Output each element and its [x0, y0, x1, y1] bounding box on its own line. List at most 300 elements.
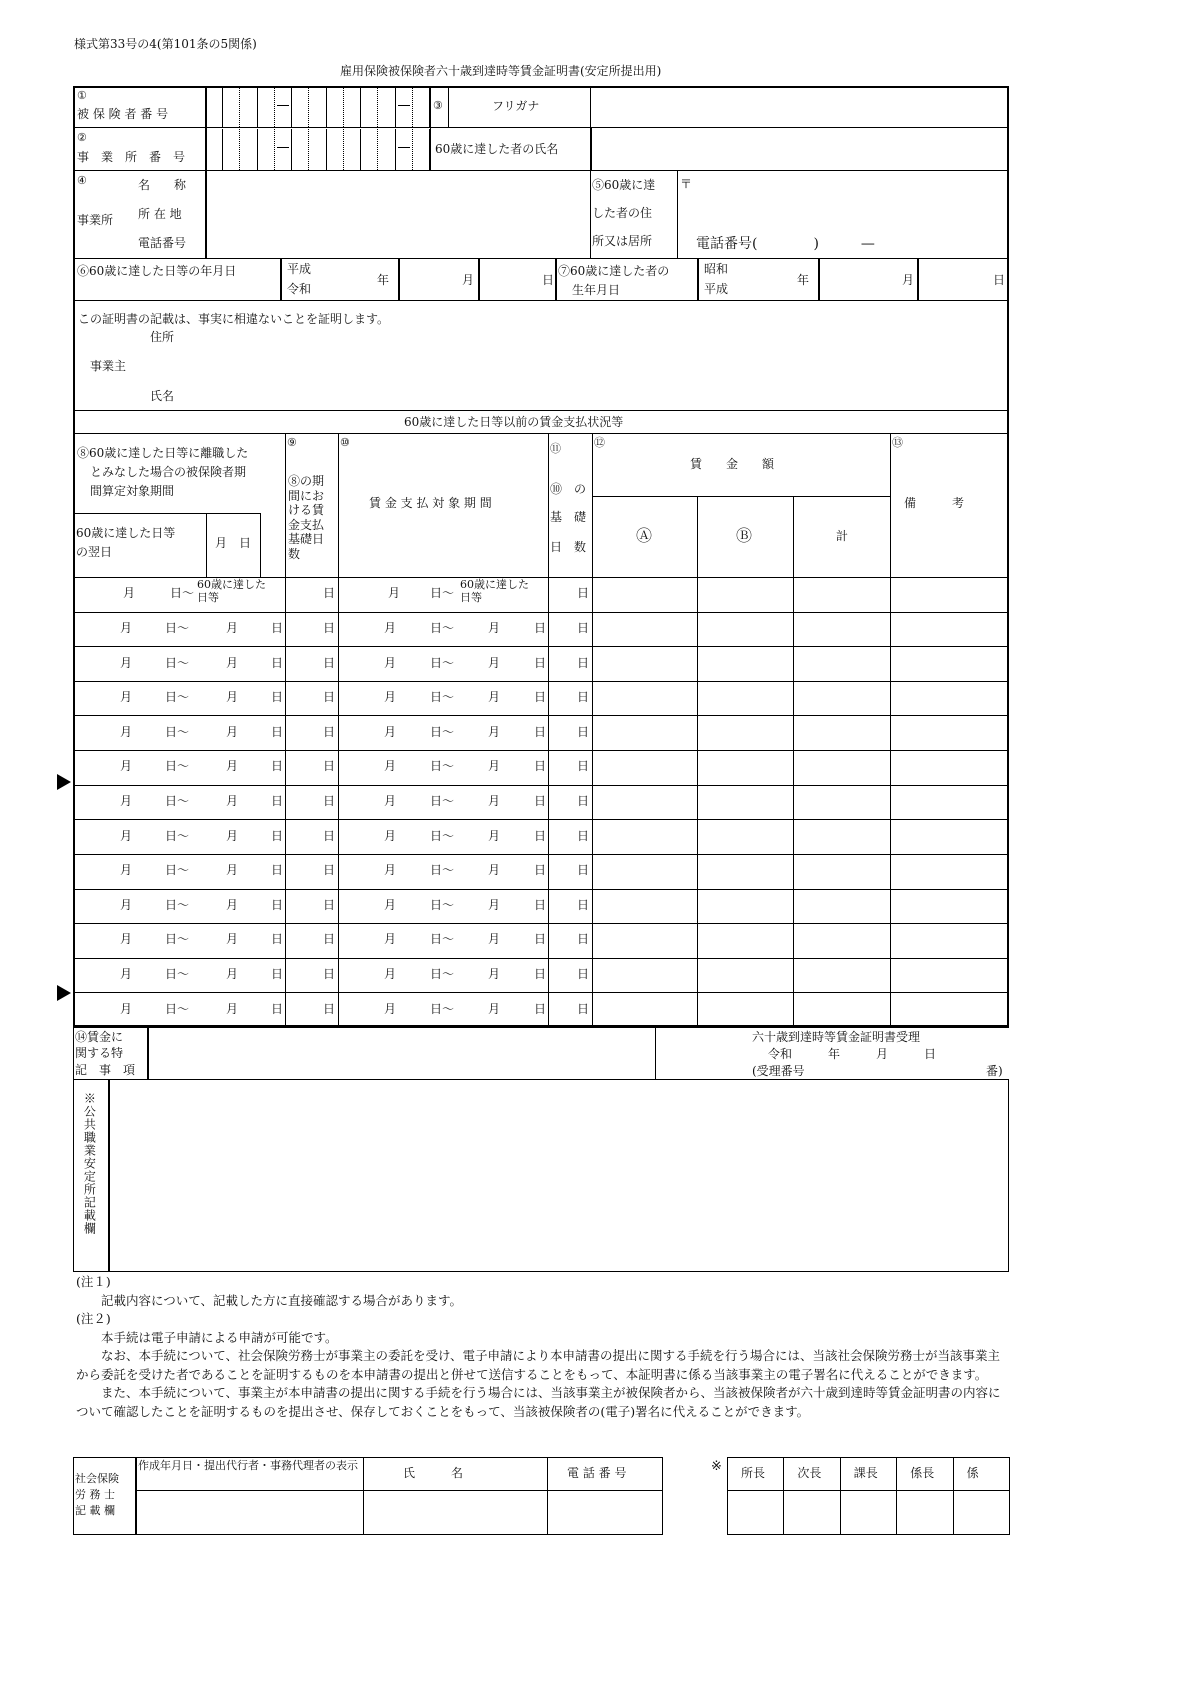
wage-total-cell[interactable]	[793, 785, 891, 821]
wage-b-cell[interactable]	[697, 577, 794, 613]
days-label: 日	[577, 690, 590, 705]
digit-cell[interactable]	[327, 129, 344, 170]
sharoushi-label-3: 記 載 欄	[75, 1504, 115, 1517]
col13-label: 備 考	[904, 496, 965, 510]
office-use-box	[73, 1079, 1009, 1272]
day-tilde-label: 日～	[430, 690, 455, 705]
month-label: 月	[226, 724, 239, 739]
day-label: 日	[534, 863, 547, 878]
approval-col-label: 課長	[853, 1466, 878, 1480]
employer-input[interactable]	[190, 328, 990, 406]
days-label: 日	[323, 690, 336, 705]
day-label: 日	[323, 586, 336, 601]
month-label: 月	[226, 759, 239, 774]
wage-total-cell[interactable]	[793, 958, 891, 994]
days-label: 日	[323, 897, 336, 912]
wage-a-cell[interactable]	[592, 785, 698, 821]
approval-stamp-cell[interactable]	[783, 1490, 840, 1535]
dash-icon	[277, 105, 289, 106]
dash-icon	[277, 147, 289, 148]
table-row	[0, 785, 590, 820]
day-tilde-label: 日～	[165, 967, 190, 982]
reached-label: 60歳に達した	[197, 578, 266, 591]
col-total-label: 計	[836, 529, 849, 543]
table-row	[0, 612, 590, 647]
wage-b-cell[interactable]	[697, 750, 794, 786]
month-label: 月	[388, 586, 401, 601]
wage-a-cell[interactable]	[592, 889, 698, 925]
remarks-cell[interactable]	[890, 646, 1009, 682]
day-tilde-label: 日～	[165, 863, 190, 878]
days-label: 日	[323, 655, 336, 670]
day-tilde-label: 日～	[165, 897, 190, 912]
approval-col-label: 所長	[741, 1466, 766, 1480]
wage-b-cell[interactable]	[697, 992, 794, 1028]
digit-cell[interactable]	[292, 87, 309, 127]
day-label: 日	[534, 620, 547, 635]
days-label: 日	[577, 932, 590, 947]
wage-a-cell[interactable]	[592, 715, 698, 751]
day-label: 日	[534, 897, 547, 912]
wage-section-title: 60歳に達した日等以前の賃金支払状況等	[404, 415, 624, 429]
divider	[697, 258, 699, 301]
day-tilde-label: 日～	[165, 724, 190, 739]
day-tilde-label: 日～	[165, 620, 190, 635]
office-info-input[interactable]	[207, 172, 589, 257]
day-tilde-label: 日～	[165, 655, 190, 670]
col9-label-line: 間にお	[288, 488, 325, 503]
employer-address-label: 住所	[150, 330, 175, 344]
sharoushi-col3-header: 電 話 番 号	[567, 1466, 627, 1480]
month-label: 月	[488, 863, 501, 878]
remarks-cell[interactable]	[890, 750, 1009, 786]
reached-label-2: 日等	[460, 591, 482, 604]
month-label: 月	[384, 897, 397, 912]
days-label: 日	[323, 620, 336, 635]
next-day-label-2: の翌日	[76, 545, 113, 559]
col9-label	[288, 474, 324, 561]
days-label: 日	[577, 724, 590, 739]
days-label: 日	[323, 932, 336, 947]
day-tilde-label: 日～	[430, 655, 455, 670]
digit-cell[interactable]	[309, 129, 326, 170]
table-row	[0, 889, 590, 924]
day-label: 日	[534, 828, 547, 843]
dash-cell[interactable]	[275, 87, 292, 127]
divider	[108, 1079, 110, 1272]
month-label: 月	[120, 759, 133, 774]
employer-name-label: 氏名	[150, 389, 175, 403]
wage-total-cell[interactable]	[793, 681, 891, 717]
note2-paragraph-2: なお、本手続について、社会保険労務士が事業主の委託を受け、電子申請により本申請書の提出に関する手続を行う場合には、当該社会保険労務士が当該事業主から委託を受けた者であることを証明するものを本申請書の提出と併せて送信することをもって、本証明書に係る当該事業主の電子署名に代えることができます。	[76, 1348, 1001, 1382]
wage-a-cell[interactable]	[592, 750, 698, 786]
day-label: 日	[534, 759, 547, 774]
wage-a-cell[interactable]	[592, 646, 698, 682]
days-label: 日	[577, 828, 590, 843]
wage-b-cell[interactable]	[697, 958, 794, 994]
wage-a-cell[interactable]	[592, 854, 698, 890]
day-label: 日	[534, 932, 547, 947]
digit-cell[interactable]	[292, 129, 309, 170]
wage-b-cell[interactable]	[697, 923, 794, 959]
receipt-label: 六十歳到達時等賃金証明書受理	[752, 1030, 921, 1044]
approval-table	[727, 1457, 1009, 1535]
day-label: 日	[271, 897, 284, 912]
days-label: 日	[323, 828, 336, 843]
wage-total-cell[interactable]	[793, 889, 891, 925]
circled-11: ⑪	[550, 442, 561, 455]
col11-label-3: 日 数	[550, 540, 587, 554]
month-label: 月	[488, 967, 501, 982]
remarks-cell[interactable]	[890, 992, 1009, 1028]
office-number-input[interactable]	[206, 129, 430, 170]
approval-stamp-cell[interactable]	[953, 1490, 1010, 1535]
birth-date-label: ⑦60歳に達した者の	[558, 264, 670, 278]
month-label: 月	[384, 690, 397, 705]
col9-label-line: 数	[288, 546, 301, 561]
digit-cell[interactable]	[258, 129, 275, 170]
day-label: 日	[534, 793, 547, 808]
month-label: 月	[120, 655, 133, 670]
digit-cell[interactable]	[240, 87, 257, 127]
month-label: 月	[120, 793, 133, 808]
col8-label-2: とみなした場合の被保険者期	[90, 465, 247, 479]
day-tilde-label: 日～	[165, 828, 190, 843]
wage-b-cell[interactable]	[697, 681, 794, 717]
month-label: 月	[488, 897, 501, 912]
digit-cell[interactable]	[258, 87, 275, 127]
month-label: 月	[120, 1001, 133, 1016]
digit-cell[interactable]	[309, 87, 326, 127]
divider	[478, 258, 480, 301]
days-label: 日	[323, 967, 336, 982]
remarks-cell[interactable]	[890, 958, 1009, 994]
month-label: 月	[384, 1001, 397, 1016]
day-tilde-label: 日～	[430, 863, 455, 878]
wage-total-cell[interactable]	[793, 750, 891, 786]
divider	[280, 258, 282, 301]
approval-stamp-cell[interactable]	[840, 1490, 897, 1535]
digit-cell[interactable]	[344, 87, 361, 127]
month-label: 月	[384, 863, 397, 878]
days-label: 日	[323, 863, 336, 878]
month-label: 月	[226, 620, 239, 635]
note1-body: 記載内容について、記載した方に直接確認する場合があります。	[101, 1292, 463, 1308]
month-label: 月	[226, 690, 239, 705]
insured-number-input[interactable]	[206, 87, 430, 127]
circled-10: ⑩	[340, 436, 350, 449]
col8-label-1: ⑧60歳に達した日等に離職した	[77, 446, 249, 460]
arrow-marker-icon	[57, 774, 71, 790]
month-label: 月	[226, 967, 239, 982]
table-row	[0, 577, 590, 612]
month-label: 月	[488, 793, 501, 808]
remarks-cell[interactable]	[890, 819, 1009, 855]
day-label: 日	[271, 828, 284, 843]
day-tilde-label: 日～	[165, 793, 190, 808]
arrow-marker-icon	[57, 985, 71, 1001]
col11-label-1: ⑩ の	[550, 482, 587, 496]
table-row	[0, 819, 590, 854]
furigana-label: フリガナ	[492, 99, 540, 113]
postal-mark: 〒	[680, 177, 693, 191]
office-phone-label: 電話番号	[138, 236, 187, 250]
wage-total-cell[interactable]	[793, 923, 891, 959]
month-label: 月	[123, 586, 136, 601]
wage-total-cell[interactable]	[793, 819, 891, 855]
month-label: 月	[488, 828, 501, 843]
day-tilde-label: 日～	[430, 793, 455, 808]
note2-paragraph-1: 本手続は電子申請による申請が可能です。	[101, 1329, 338, 1345]
day-label: 日	[534, 690, 547, 705]
era-showa: 昭和	[704, 262, 729, 276]
remarks-cell[interactable]	[890, 612, 1009, 648]
wage-a-cell[interactable]	[592, 958, 698, 994]
days-label: 日	[577, 759, 590, 774]
approval-stamp-cell[interactable]	[727, 1490, 784, 1535]
digit-cell[interactable]	[223, 87, 240, 127]
day-label: 日	[271, 932, 284, 947]
month-label: 月	[462, 273, 475, 287]
digit-cell[interactable]	[223, 129, 240, 170]
sharoushi-col1-header: 作成年月日・提出代行者・事務代理者の表示	[138, 1459, 358, 1472]
day-label: 日	[993, 273, 1006, 287]
office-address-label: 所 在 地	[138, 207, 182, 221]
days-label: 日	[577, 1001, 590, 1016]
day-label: 日	[271, 724, 284, 739]
wage-b-cell[interactable]	[697, 819, 794, 855]
table-row	[0, 681, 590, 716]
approval-col-label: 係長	[910, 1466, 935, 1480]
day-tilde-label: 日～	[430, 967, 455, 982]
receipt-date: 令和 年 月 日	[768, 1047, 937, 1061]
name-input[interactable]	[592, 129, 1006, 169]
month-label: 月	[488, 1001, 501, 1016]
wage-b-cell[interactable]	[697, 785, 794, 821]
month-label: 月	[120, 897, 133, 912]
remarks-cell[interactable]	[890, 715, 1009, 751]
wage-b-cell[interactable]	[697, 889, 794, 925]
office-number-label: 事 業 所 番 号	[77, 150, 186, 164]
office-label: 事業所	[77, 213, 114, 227]
digit-cell[interactable]	[327, 87, 344, 127]
day-tilde-label: 日～	[170, 586, 195, 601]
day-label: 日	[534, 655, 547, 670]
day-tilde-label: 日～	[430, 586, 455, 601]
table-row	[0, 750, 590, 785]
wage-total-cell[interactable]	[793, 612, 891, 648]
day-label: 日	[271, 863, 284, 878]
digit-cell[interactable]	[413, 129, 430, 170]
month-label: 月	[488, 724, 501, 739]
circled-2: ②	[77, 131, 87, 144]
day-tilde-label: 日～	[430, 620, 455, 635]
sharoushi-label-2: 労 務 士	[75, 1488, 115, 1501]
wage-total-cell[interactable]	[793, 715, 891, 751]
era-heisei-2: 平成	[704, 282, 729, 296]
month-label: 月	[120, 967, 133, 982]
wage-total-cell[interactable]	[793, 992, 891, 1028]
remarks-cell[interactable]	[890, 889, 1009, 925]
day-label: 日	[534, 724, 547, 739]
month-label: 月	[384, 655, 397, 670]
month-label: 月	[488, 690, 501, 705]
remarks-cell[interactable]	[890, 923, 1009, 959]
dash-cell[interactable]	[396, 87, 413, 127]
digit-cell[interactable]	[378, 87, 395, 127]
days-label: 日	[323, 759, 336, 774]
days-label: 日	[323, 793, 336, 808]
birth-date-label-2: 生年月日	[572, 283, 621, 297]
col10-label: 賃 金 支 払 対 象 期 間	[369, 496, 492, 510]
furigana-input[interactable]	[592, 88, 1006, 126]
next-day-md: 月 日	[215, 536, 252, 550]
wage-a-cell[interactable]	[592, 577, 698, 613]
wage-a-cell[interactable]	[592, 819, 698, 855]
digit-cell[interactable]	[206, 87, 223, 127]
wage-total-cell[interactable]	[793, 854, 891, 890]
day-tilde-label: 日～	[165, 759, 190, 774]
month-label: 月	[120, 863, 133, 878]
digit-cell[interactable]	[240, 129, 257, 170]
insured-number-label: 被 保 険 者 番 号	[77, 107, 169, 121]
col-a-label: Ⓐ	[636, 526, 653, 545]
month-label: 月	[488, 759, 501, 774]
day-label: 日	[271, 793, 284, 808]
day-tilde-label: 日～	[430, 759, 455, 774]
day-label: 日	[542, 273, 555, 287]
month-label: 月	[902, 273, 915, 287]
circled-4: ④	[77, 174, 87, 187]
special-label-1: ⑭賃金に	[75, 1030, 124, 1044]
divider	[398, 258, 400, 301]
month-label: 月	[120, 690, 133, 705]
col12-label: 賃 金 額	[690, 457, 775, 471]
month-label: 月	[384, 724, 397, 739]
wage-b-cell[interactable]	[697, 715, 794, 751]
day-label: 日	[271, 1001, 284, 1016]
month-label: 月	[226, 863, 239, 878]
days-label: 日	[577, 793, 590, 808]
sharoushi-label-1: 社会保険	[75, 1472, 119, 1485]
dash-cell[interactable]	[275, 129, 292, 170]
days-label: 日	[577, 897, 590, 912]
wage-b-cell[interactable]	[697, 646, 794, 682]
month-label: 月	[384, 759, 397, 774]
wage-total-cell[interactable]	[793, 646, 891, 682]
divider	[555, 258, 557, 301]
circled-12: ⑫	[594, 436, 605, 449]
certification-statement: この証明書の記載は、事実に相違ないことを証明します。	[78, 312, 390, 326]
approval-header-cell	[953, 1457, 1010, 1491]
month-label: 月	[384, 967, 397, 982]
month-label: 月	[226, 793, 239, 808]
reached-label-2: 日等	[197, 591, 219, 604]
dash-icon	[398, 105, 410, 106]
special-label-2: 関する特	[75, 1046, 124, 1060]
month-label: 月	[120, 932, 133, 947]
digit-cell[interactable]	[206, 129, 223, 170]
remarks-cell[interactable]	[890, 785, 1009, 821]
divider	[917, 258, 919, 301]
note2-paragraph-3: また、本手続について、事業主が本申請書の提出に関する手続を行う場合には、当該事業主が被保険者から、当該被保険者が六十歳到達時等賃金証明書の内容について確認したことを証明するものを提出させ、保存しておくことをもって、当該被保険者の(電子)署名に代えることができます。	[76, 1385, 1001, 1419]
month-label: 月	[384, 620, 397, 635]
month-label: 月	[120, 620, 133, 635]
day-label: 日	[271, 620, 284, 635]
month-label: 月	[384, 828, 397, 843]
col9-label-line: 基礎日	[288, 532, 325, 546]
digit-cell[interactable]	[413, 87, 430, 127]
wage-a-cell[interactable]	[592, 681, 698, 717]
month-label: 月	[226, 1001, 239, 1016]
digit-cell[interactable]	[344, 129, 361, 170]
circled-13: ⑬	[892, 436, 903, 449]
digit-cell[interactable]	[378, 129, 395, 170]
year-label: 年	[377, 273, 390, 287]
wage-b-cell[interactable]	[697, 612, 794, 648]
residence-label-3: 所又は居所	[592, 234, 653, 248]
remarks-cell[interactable]	[890, 854, 1009, 890]
note2-heading: (注２)	[76, 1311, 111, 1326]
digit-cell[interactable]	[361, 87, 378, 127]
wage-total-cell[interactable]	[793, 577, 891, 613]
wage-a-cell[interactable]	[592, 923, 698, 959]
day-tilde-label: 日～	[165, 932, 190, 947]
day-label: 日	[534, 967, 547, 982]
table-row	[0, 958, 590, 993]
wage-a-cell[interactable]	[592, 992, 698, 1028]
month-label: 月	[226, 828, 239, 843]
residence-input[interactable]	[695, 190, 1005, 230]
name-label: 60歳に達した者の氏名	[435, 142, 559, 156]
days-label: 日	[577, 863, 590, 878]
col9-label-line: ⑧の期	[288, 474, 325, 488]
col8-label-3: 間算定対象期間	[90, 484, 175, 498]
day-tilde-label: 日～	[430, 897, 455, 912]
approval-col-label: 係	[966, 1466, 979, 1480]
era-reiwa: 令和	[287, 282, 312, 296]
dash-cell[interactable]	[396, 129, 413, 170]
wage-b-cell[interactable]	[697, 854, 794, 890]
digit-cell[interactable]	[361, 129, 378, 170]
day-label: 日	[271, 690, 284, 705]
days-label: 日	[577, 655, 590, 670]
divider	[818, 258, 820, 301]
special-notes-input[interactable]	[149, 1028, 654, 1078]
month-label: 月	[226, 897, 239, 912]
wage-a-cell[interactable]	[592, 612, 698, 648]
remarks-cell[interactable]	[890, 681, 1009, 717]
month-label: 月	[488, 620, 501, 635]
month-label: 月	[226, 932, 239, 947]
day-tilde-label: 日～	[430, 932, 455, 947]
col11-label-2: 基 礎	[550, 510, 587, 524]
approval-col-label: 次長	[797, 1466, 822, 1480]
days-label: 日	[323, 724, 336, 739]
special-label-3: 記 事 項	[75, 1063, 136, 1077]
col9-label-line: 金支払	[288, 517, 325, 532]
approval-stamp-cell[interactable]	[896, 1490, 953, 1535]
month-label: 月	[384, 932, 397, 947]
form-title: 雇用保険被保険者六十歳到達時等賃金証明書(安定所提出用)	[340, 64, 662, 78]
month-label: 月	[120, 724, 133, 739]
reached-label: 60歳に達した	[460, 578, 529, 591]
month-label: 月	[384, 793, 397, 808]
day-tilde-label: 日～	[430, 1001, 455, 1016]
remarks-cell[interactable]	[890, 577, 1009, 613]
divider	[135, 1457, 137, 1535]
sharoushi-col2-header: 氏 名	[403, 1466, 464, 1480]
